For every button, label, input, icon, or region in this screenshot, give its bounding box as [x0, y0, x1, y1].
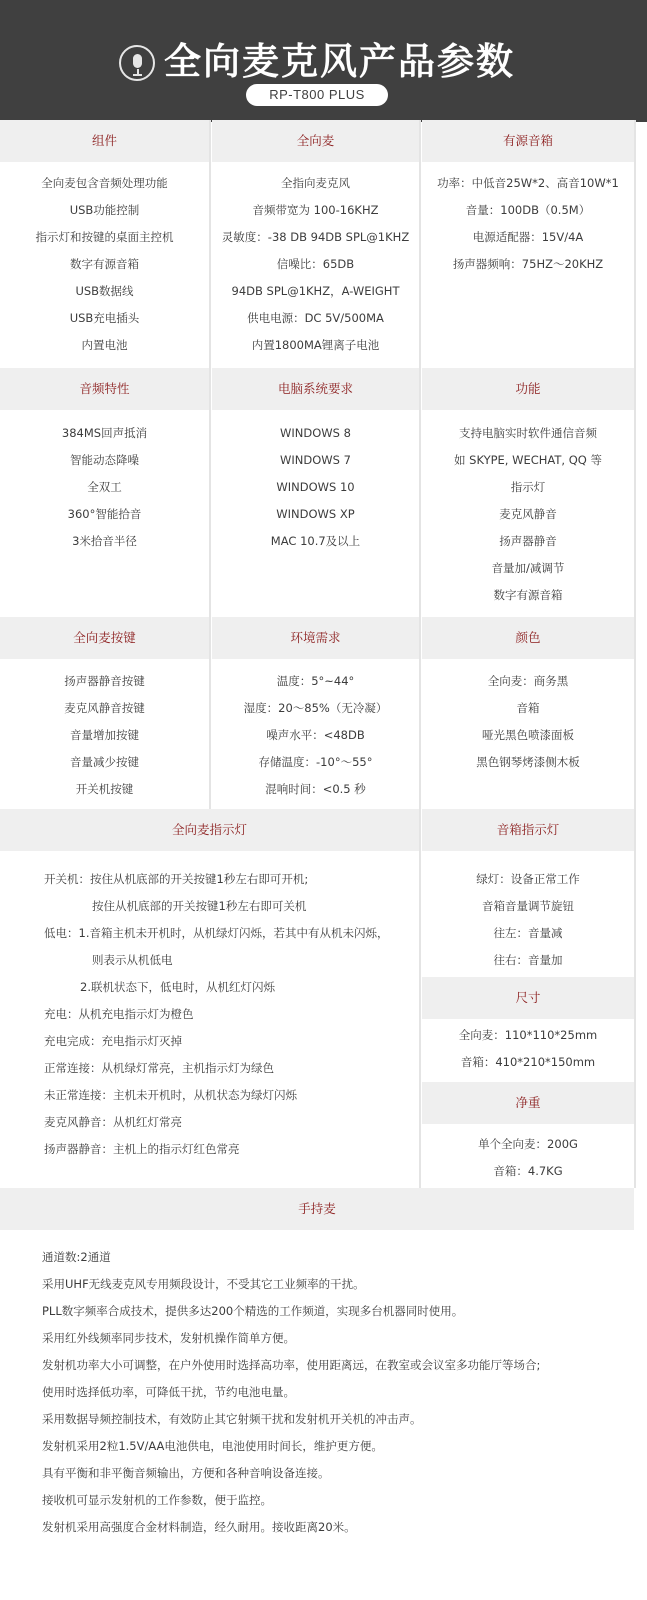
list-item: 2.联机状态下，低电时，从机红灯闪烁 [80, 980, 275, 994]
list-item: 接收机可显示发射机的工作参数，便于监控。 [42, 1493, 272, 1507]
list-item: 全向麦：商务黑 [487, 674, 569, 688]
list-item: 功率：中低音25W*2、高音10W*1 [437, 176, 619, 190]
list-item: MAC 10.7及以上 [270, 534, 361, 548]
mic-buttons-list [0, 668, 209, 803]
omni-mic-list [212, 170, 419, 359]
list-item: 湿度：20～85%（无冷凝） [243, 701, 388, 715]
list-item: WINDOWS 7 [280, 453, 351, 467]
section-header-omni-mic: 全向麦 [212, 120, 419, 162]
list-item: 开关机按键 [75, 782, 134, 796]
list-item: 噪声水平：<48DB [266, 728, 365, 742]
list-item: 信噪比：65DB [276, 257, 355, 271]
section-header-mic-buttons: 全向麦按键 [0, 617, 209, 659]
list-item: 音频带宽为 100-16KHZ [252, 203, 379, 217]
section-header-colors: 颜色 [422, 617, 634, 659]
list-item: 音量加/减调节 [491, 561, 565, 575]
list-item: WINDOWS 10 [276, 480, 355, 494]
list-item: 音箱音量调节旋钮 [482, 899, 574, 913]
list-item: WINDOWS 8 [280, 426, 351, 440]
list-item: USB功能控制 [69, 203, 140, 217]
list-item: 支持电脑实时软件通信音频 [459, 426, 597, 440]
list-item: 充电完成：充电指示灯灭掉 [44, 1034, 182, 1048]
section-header-environment: 环境需求 [212, 617, 419, 659]
section-header-active-speaker: 有源音箱 [422, 120, 634, 162]
list-item: 往左：音量减 [493, 926, 563, 940]
list-item: 电源适配器：15V/4A [472, 230, 584, 244]
components-list [0, 170, 209, 359]
list-item: 麦克风静音按键 [64, 701, 145, 715]
list-item: 麦克风静音：从机红灯常亮 [44, 1115, 182, 1129]
section-header-functions: 功能 [422, 368, 634, 410]
list-item: 全双工 [87, 480, 122, 494]
section-header-system-requirements: 电脑系统要求 [212, 368, 419, 410]
list-item: USB数据线 [75, 284, 134, 298]
list-item: 扬声器静音：主机上的指示灯红色常亮 [44, 1142, 240, 1156]
list-item: 发射机功率大小可调整，在户外使用时选择高功率，使用距离远，在教室或会议室多功能厅等场合; [42, 1358, 541, 1372]
section-header-weight: 净重 [422, 1082, 634, 1124]
list-item: 绿灯：设备正常工作 [476, 872, 580, 886]
list-item: 未正常连接：主机未开机时，从机状态为绿灯闪烁 [44, 1088, 297, 1102]
speaker-indicator-list [422, 866, 634, 974]
list-item: 音量增加按键 [70, 728, 139, 742]
page-header [0, 0, 647, 122]
list-item: 则表示从机低电 [92, 953, 173, 967]
section-header-handheld-mic: 手持麦 [0, 1188, 634, 1230]
list-item: 采用UHF无线麦克风专用频段设计，不受其它工业频率的干扰。 [42, 1277, 365, 1291]
list-item: 音量减少按键 [70, 755, 139, 769]
list-item: PLL数字频率合成技术，提供多达200个精选的工作频道，实现多台机器同时使用。 [42, 1304, 464, 1318]
list-item: 温度：5°~44° [276, 674, 355, 688]
colors-list [422, 668, 634, 776]
system-requirements-list [212, 420, 419, 555]
list-item: 灵敏度：-38 DB 94DB SPL@1KHZ [221, 230, 410, 244]
list-item: USB充电插头 [69, 311, 140, 325]
list-item: 混响时间：<0.5 秒 [265, 782, 366, 796]
environment-list [212, 668, 419, 803]
section-header-audio-features: 音频特性 [0, 368, 209, 410]
microphone-icon [119, 45, 155, 81]
list-item: 通道数:2通道 [42, 1250, 111, 1264]
list-item: 发射机采用高强度合金材料制造，经久耐用。接收距离20米。 [42, 1520, 356, 1534]
list-item: 黑色钢琴烤漆侧木板 [476, 755, 580, 769]
list-item: 360°智能拾音 [67, 507, 142, 521]
list-item: 数字有源音箱 [70, 257, 139, 271]
section-header-mic-indicator: 全向麦指示灯 [0, 809, 419, 851]
list-item: 单个全向麦：200G [478, 1137, 578, 1151]
column-divider [419, 120, 421, 1188]
list-item: 使用时选择低功率，可降低干扰，节约电池电量。 [42, 1385, 295, 1399]
list-item: 384MS回声抵消 [61, 426, 148, 440]
list-item: 音箱 [516, 701, 540, 715]
list-item: 采用数据导频控制技术，有效防止其它射频干扰和发射机开关机的冲击声。 [42, 1412, 422, 1426]
list-item: 扬声器静音 [499, 534, 557, 548]
list-item: 充电：从机充电指示灯为橙色 [44, 1007, 194, 1021]
list-item: 供电电源：DC 5V/500MA [247, 311, 384, 325]
list-item: 往右：音量加 [493, 953, 563, 967]
list-item: 数字有源音箱 [493, 588, 563, 602]
list-item: 扬声器频响：75HZ～20KHZ [452, 257, 604, 271]
list-item: 开关机：按住从机底部的开关按键1秒左右即可开机; [44, 872, 309, 886]
page-title: 全向麦克风产品参数 [164, 40, 515, 83]
size-list [422, 1022, 634, 1076]
list-item: 麦克风静音 [499, 507, 557, 521]
list-item: 指示灯 [510, 480, 546, 494]
list-item: 全向麦包含音频处理功能 [41, 176, 168, 190]
weight-list [422, 1131, 634, 1185]
list-item: 音箱：4.7KG [493, 1164, 563, 1178]
handheld-mic-list [42, 1244, 632, 1541]
list-item: 全指向麦克风 [281, 176, 350, 190]
list-item: 低电：1.音箱主机未开机时，从机绿灯闪烁，若其中有从机未闪烁， [44, 926, 389, 940]
list-item: 采用红外线频率同步技术，发射机操作简单方便。 [42, 1331, 295, 1345]
list-item: 内置1800MA锂离子电池 [251, 338, 380, 352]
list-item: 如 SKYPE, WECHAT, QQ 等 [453, 453, 602, 467]
functions-list [422, 420, 634, 609]
list-item: 发射机采用2粒1.5V/AA电池供电，电池使用时间长，维护更方便。 [42, 1439, 383, 1453]
section-header-components: 组件 [0, 120, 209, 162]
list-item: 扬声器静音按键 [64, 674, 145, 688]
list-item: 全向麦：110*110*25mm [458, 1028, 598, 1042]
list-item: WINDOWS XP [276, 507, 355, 521]
list-item: 音量：100DB（0.5M） [465, 203, 591, 217]
list-item: 指示灯和按键的桌面主控机 [35, 230, 174, 244]
list-item: 音箱：410*210*150mm [460, 1055, 596, 1069]
list-item: 正常连接：从机绿灯常亮，主机指示灯为绿色 [44, 1061, 274, 1075]
list-item: 按住从机底部的开关按键1秒左右即可关机 [92, 899, 307, 913]
list-item: 内置电池 [81, 338, 128, 352]
column-divider [209, 120, 211, 809]
list-item: 存储温度：-10°～55° [258, 755, 373, 769]
list-item: 智能动态降噪 [70, 453, 139, 467]
list-item: 3米拾音半径 [72, 534, 137, 548]
list-item: 94DB SPL@1KHZ，A-WEIGHT [231, 284, 400, 298]
list-item: 具有平衡和非平衡音频输出，方便和各种音响设备连接。 [42, 1466, 330, 1480]
model-badge: RP-T800 PLUS [246, 84, 388, 106]
section-header-size: 尺寸 [422, 977, 634, 1019]
section-header-speaker-indicator: 音箱指示灯 [422, 809, 634, 851]
mic-indicator-list [44, 866, 416, 1163]
audio-features-list [0, 420, 209, 555]
column-divider [634, 120, 636, 1188]
active-speaker-list [422, 170, 634, 278]
list-item: 哑光黑色喷漆面板 [482, 728, 574, 742]
